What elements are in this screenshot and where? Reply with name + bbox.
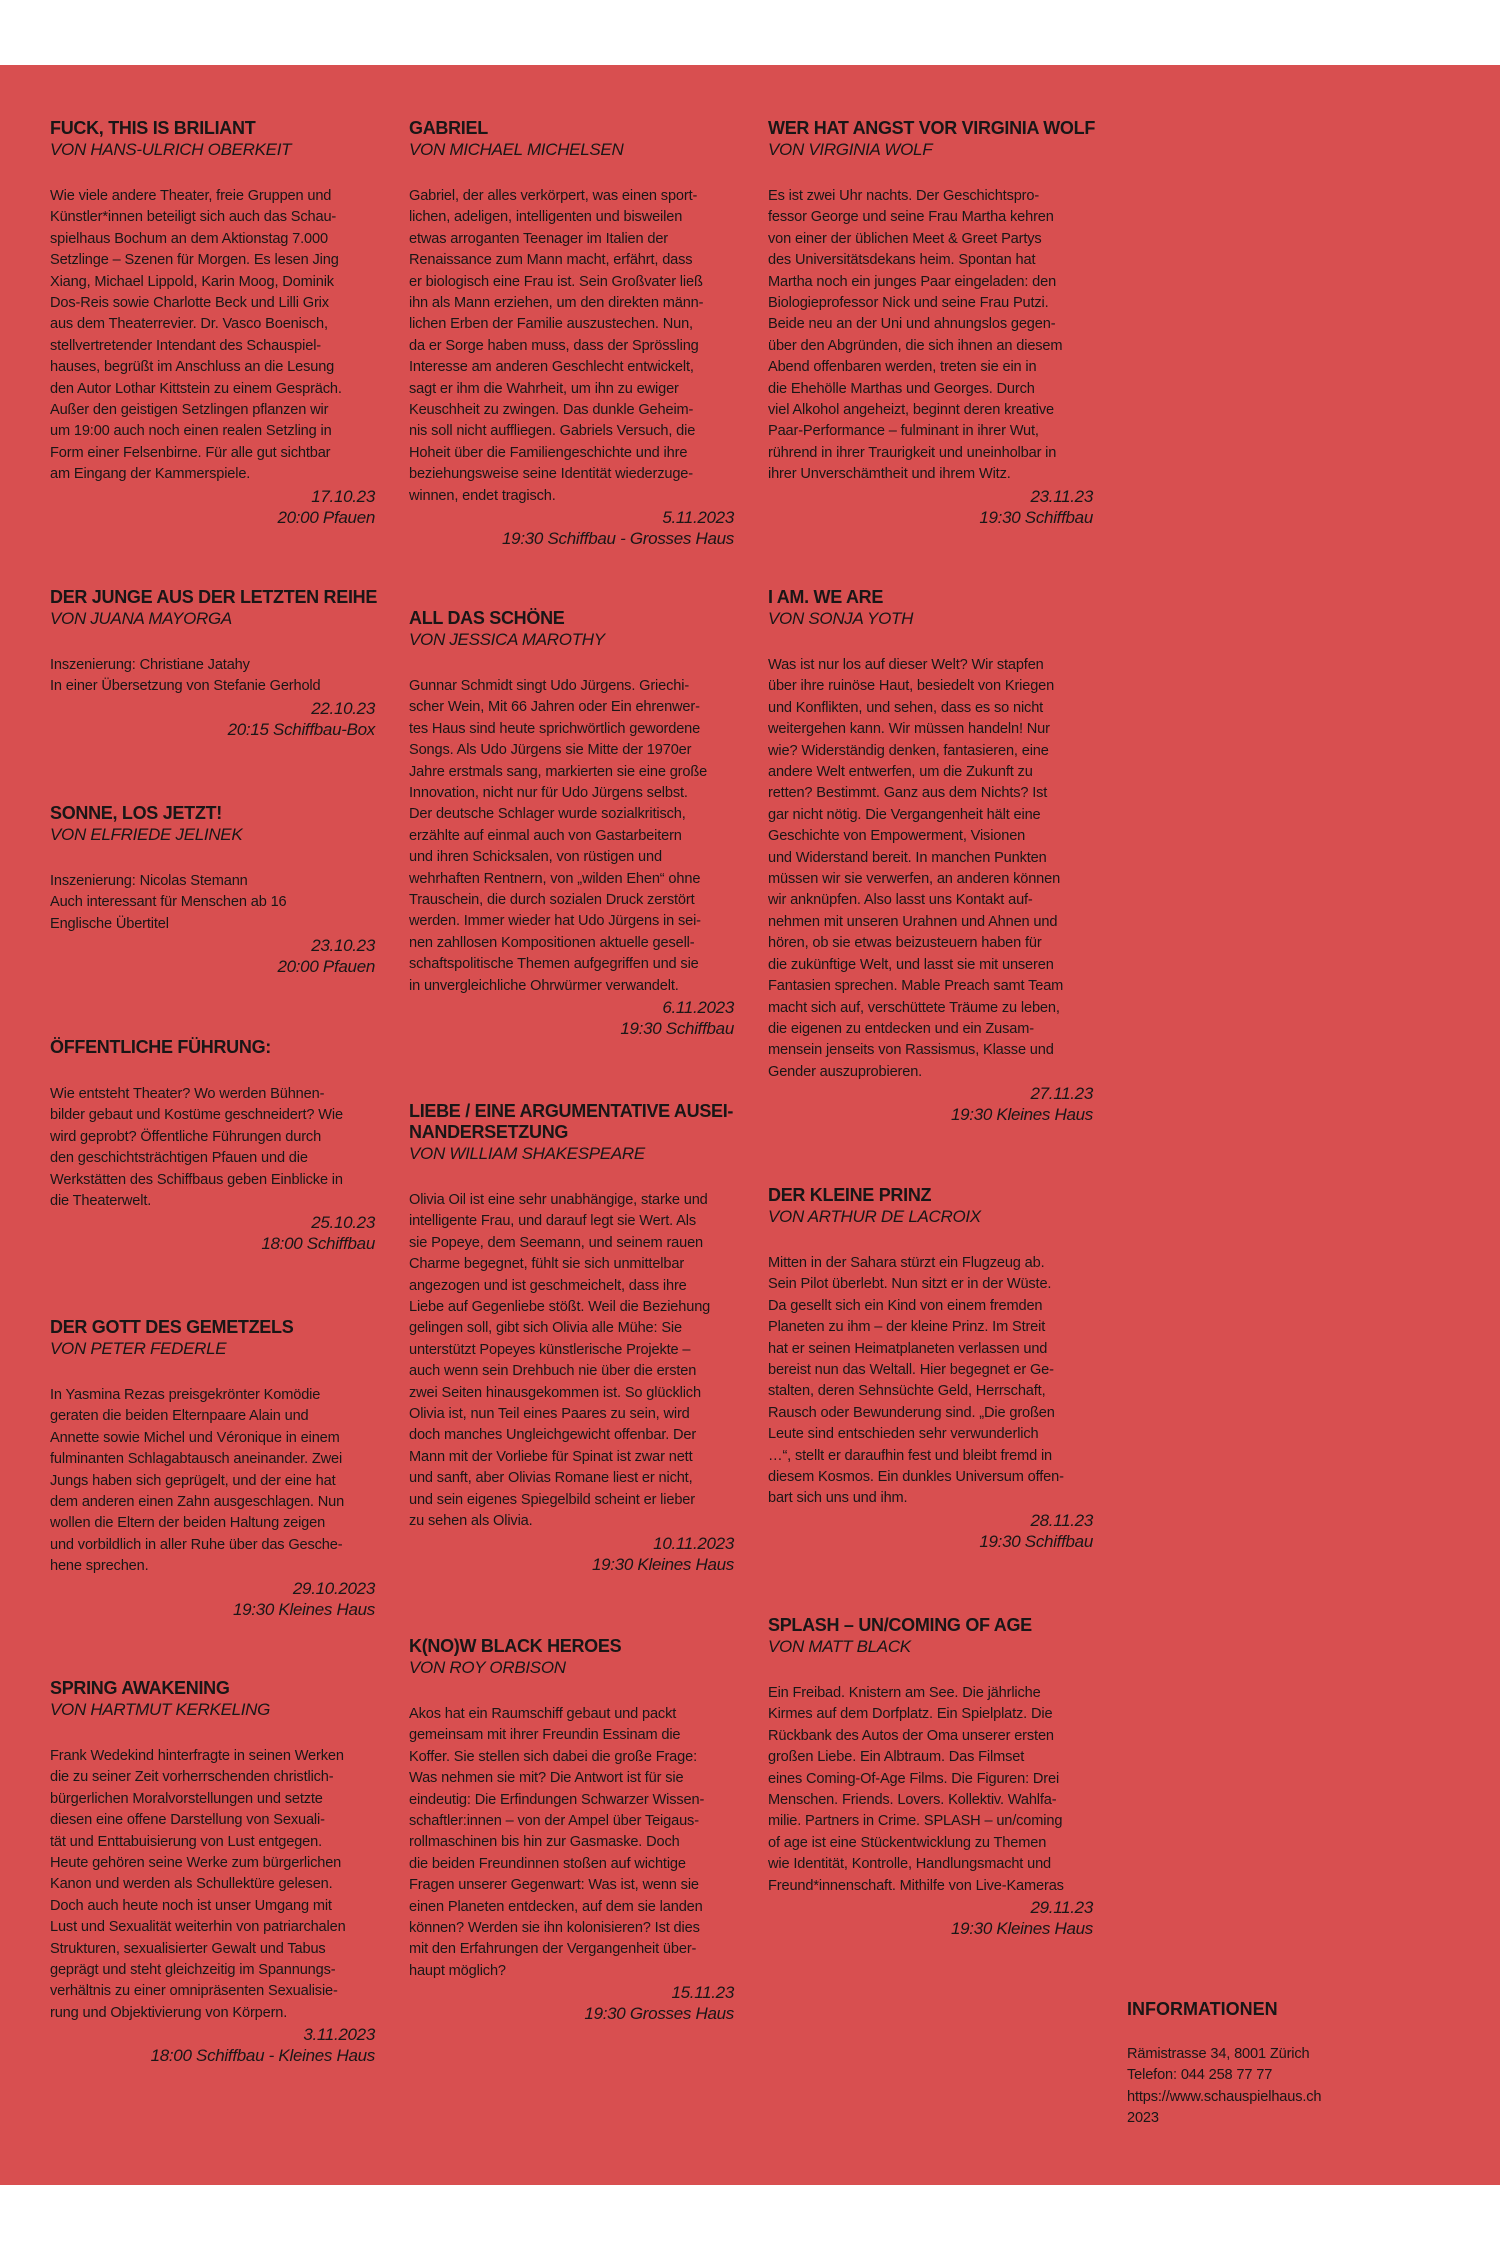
event-card: [768, 1615, 1103, 1939]
event-description: Wie viele andere Theater, freie Gruppen und Künstler*innen beteiligt sich auch das Schau- spielhaus Bochum an dem Aktionstag 7.000 Setzlinge – Szenen für Morgen. Es lesen Jing Xiang, Michael Lippold, Karin Moog, Dominik Dos-Reis sowie Charlotte Beck und Lilli Grix aus dem Theaterrevier. Dr. Vasco Boenisch, stellvertretender Intendant des Schauspiel- hauses, begrüßt im Anschluss an die Lesung den Autor Lothar Kittstein zu einem Gespräch. Außer den geistigen Setzlingen pflanzen wir um 19:00 auch noch einen realen Setzling in Form einer Felsenbirne. Für alle gut sichtbar am Eingang der Kammerspiele.: [50, 188, 342, 483]
event-time-venue: 20:00 Pfauen: [277, 957, 375, 977]
event-author: VON HANS-ULRICH OBERKEIT: [50, 140, 292, 159]
event-title: DER KLEINE PRINZ: [768, 1185, 932, 1205]
event-description: Olivia Oil ist eine sehr unabhängige, starke und intelligente Frau, und darauf legt sie Wert. Als sie Popeye, dem Seemann, und seinem rauen Charme begegnet, fühlt sie sich unmittelbar angezogen und ist geschmeichelt, dass ihre Liebe auf Gegenliebe stößt. Weil die Beziehung gelingen soll, gibt sich Olivia alle Mühe: Sie unterstützt Popeyes künstlerische Projekte – auch wenn sein Drehbuch nie über die ersten zwei Seiten hinausgekommen ist. So glücklich Olivia ist, nun Teil eines Paares zu sein, wird doch manches Ungleichgewicht offenbar. Der Mann mit der Vorliebe für Spinat ist zwar nett und sanft, aber Olivias Romane liest er nicht, und sein eigenes Spiegelbild scheint er lieber zu sehen als Olivia.: [409, 1192, 711, 1530]
event-description: Gabriel, der alles verkörpert, was einen sport- lichen, adeligen, intelligenten und bisweilen etwas arroganten Teenager im Italien der Renaissance zum Mann macht, erfährt, dass er biologisch eine Frau ist. Sein Großvater ließ ihn als Mann erziehen, um den direkten männ- lichen Erben der Familie auszustechen. Nun, da er Sorge haben muss, dass der Sprössling Interesse am anderen Geschlecht entwickelt, sagt er ihm die Wahrheit, um ihn zu ewiger Keuschheit zu zwingen. Das dunkle Geheim- nis soll nicht auffliegen. Gabriels Versuch, die Hoheit über die Familiengeschichte und ihre beziehungsweise seine Identität wiederzuge- winnen, endet tragisch.: [409, 188, 704, 504]
event-card: [50, 1037, 385, 1254]
event-date: 29.10.2023: [292, 1578, 375, 1598]
event-description: In Yasmina Rezas preisgekrönter Komödie geraten die beiden Elternpaare Alain und Annette sowie Michel und Véronique in einem fulminanten Schlagabtausch aneinander. Zwei Jungs haben sich geprügelt, und der eine hat dem anderen einen Zahn ausgeschlagen. Nun wollen die Eltern der beiden Haltung zeigen und vorbildlich in aller Ruhe über das Gesche- hene sprechen.: [50, 1387, 345, 1575]
info-year: 2023: [1127, 2110, 1159, 2127]
event-date: 29.11.23: [1030, 1898, 1093, 1918]
info-phone[interactable]: Telefon: 044 258 77 77: [1127, 2067, 1273, 2084]
event-title: I AM. WE ARE: [768, 587, 884, 607]
event-title: K(NO)W BLACK HEROES: [409, 1636, 622, 1656]
event-card: [50, 1678, 385, 2066]
event-time-venue: 19:30 Kleines Haus: [950, 1105, 1093, 1125]
event-title: DER GOTT DES GEMETZELS: [50, 1317, 294, 1337]
event-date: 3.11.2023: [303, 2025, 375, 2045]
event-card: [409, 1101, 744, 1575]
event-author: VON MICHAEL MICHELSEN: [409, 140, 624, 159]
event-author: VON ELFRIEDE JELINEK: [50, 825, 243, 844]
event-time-venue: 20:15 Schiffbau-Box: [227, 719, 375, 739]
event-description: Akos hat ein Raumschiff gebaut und packt gemeinsam mit ihrer Freundin Essinam die Koffer. Sie stellen sich dabei die große Frage: Was nehmen sie mit? Die Antwort ist für sie eindeutig: Die Erfindungen Schwarzer Wissen- schaftler:innen – von der Ampel über Teigaus- rollmaschinen bis hin zur Gasmaske. Doch die beiden Freundinnen stoßen auf wichtige Fragen unserer Gegenwart: Was ist, wenn sie einen Planeten entdecken, auf dem sie landen können? Werden sie ihn kolonisieren? Ist dies mit den Erfahrungen der Vergangenheit über- haupt möglich?: [409, 1706, 705, 1979]
event-author: VON MATT BLACK: [768, 1637, 911, 1656]
event-title: SPRING AWAKENING: [50, 1678, 230, 1698]
event-description: Ein Freibad. Knistern am See. Die jährliche Kirmes auf dem Dorfplatz. Ein Spielplatz. Die Rückbank des Autos der Oma unserer ersten großen Liebe. Ein Albtraum. Das Filmset eines Coming-Of-Age Films. Die Figuren: Drei Menschen. Friends. Lovers. Kollektiv. Wahlfa- milie. Partners in Crime. SPLASH – un/coming of age ist eine Stückentwicklung zu Themen wie Identität, Kontrolle, Handlungsmacht und Freund*innenschaft. Mithilfe von Live-Kameras: [768, 1685, 1064, 1894]
event-card: [50, 803, 385, 977]
info-address: Rämistrasse 34, 8001 Zürich: [1127, 2046, 1310, 2062]
event-description: Inszenierung: Christiane Jatahy In einer Übersetzung von Stefanie Gerhold: [50, 657, 321, 695]
event-date: 23.10.23: [311, 936, 375, 956]
program-poster: [0, 65, 1500, 2185]
event-time-venue: 19:30 Schiffbau - Grosses Haus: [502, 529, 734, 549]
event-date: 15.11.23: [671, 1983, 734, 2003]
event-description: Gunnar Schmidt singt Udo Jürgens. Griechi- scher Wein, Mit 66 Jahren oder Ein ehrenwer- tes Haus sind heute sprichwörtlich gewordene Songs. Als Udo Jürgens sie Mitte der 1970er Jahre erstmals sang, markierten sie eine große Innovation, nicht nur für Udo Jürgens selbst. Der deutsche Schlager wurde sozialkritisch, erzählte auf einmal auch von Gastarbeitern und ihren Schicksalen, von rüstigen und wehrhaften Rentnern, von „wilden Ehen“ ohne Trauschein, die durch sozialen Druck zerstört werden. Immer wieder hat Udo Jürgens in sei- nen zahllosen Kompositionen aktuelle gesell- schaftspolitische Themen aufgegriffen und sie in unvergleichliche Ohrwürmer verwandelt.: [409, 678, 708, 994]
event-time-venue: 19:30 Schiffbau: [620, 1019, 734, 1039]
event-description: Wie entsteht Theater? Wo werden Bühnen- bilder gebaut und Kostüme geschneidert? Wie wird geprobt? Öffentliche Führungen durch den geschichtsträchtigen Pfauen und die Werkstätten des Schiffbaus geben Einblicke in die Theaterwelt.: [50, 1086, 343, 1210]
event-time-venue: 19:30 Kleines Haus: [950, 1919, 1093, 1939]
event-title: ÖFFENTLICHE FÜHRUNG:: [50, 1037, 271, 1057]
event-card: [50, 118, 385, 528]
event-author: VON JUANA MAYORGA: [50, 609, 232, 628]
event-time-venue: 19:30 Schiffbau: [979, 1531, 1093, 1551]
event-description: Frank Wedekind hinterfragte in seinen Werken die zu seiner Zeit vorherrschenden christlich- bürgerlichen Moralvorstellungen und setzte diesen eine offene Darstellung von Sexuali- tät und Enttabuisierung von Lust entgegen. Heute gehören seine Werke zum bürgerlichen Kanon und werden als Schullektüre gelesen. Doch auch heute noch ist unser Umgang mit Lust und Sexualität weiterhin von patriarchalen Strukturen, sexualisierter Gewalt und Tabus geprägt und steht gleichzeitig im Spannungs- verhältnis zu einer omnipräsenten Sexualisie- rung und Objektivierung von Körpern.: [50, 1748, 346, 2021]
event-author: VON JESSICA MAROTHY: [409, 630, 605, 649]
event-title: SPLASH – UN/COMING OF AGE: [768, 1615, 1032, 1635]
event-card: [768, 1185, 1103, 1552]
event-time-venue: 19:30 Kleines Haus: [591, 1554, 734, 1574]
event-date: 5.11.2023: [662, 508, 734, 528]
event-card: [409, 1636, 744, 2024]
event-time-venue: 19:30 Grosses Haus: [584, 2004, 734, 2024]
event-date: 17.10.23: [311, 486, 375, 506]
event-title: GABRIEL: [409, 118, 488, 138]
event-title: WER HAT ANGST VOR VIRGINIA WOLF: [768, 118, 1096, 138]
event-title: DER JUNGE AUS DER LETZTEN REIHE: [50, 587, 378, 607]
event-card: [768, 118, 1103, 528]
event-title: LIEBE / EINE ARGUMENTATIVE AUSEI- NANDERSETZUNG: [409, 1101, 734, 1142]
event-author: VON ROY ORBISON: [409, 1658, 566, 1677]
event-time-venue: 20:00 Pfauen: [277, 507, 375, 527]
event-author: VON VIRGINIA WOLF: [768, 140, 933, 159]
event-card: [768, 587, 1103, 1125]
info-website-link[interactable]: https://www.schauspielhaus.ch: [1127, 2088, 1322, 2105]
event-card: [50, 1317, 385, 1620]
event-date: 25.10.23: [311, 1213, 375, 1233]
event-time-venue: 19:30 Schiffbau: [979, 507, 1093, 527]
event-card: [409, 608, 744, 1039]
event-date: 27.11.23: [1030, 1084, 1093, 1104]
event-author: VON ARTHUR DE LACROIX: [768, 1207, 981, 1226]
event-description: Es ist zwei Uhr nachts. Der Geschichtspro- fessor George und seine Frau Martha kehren von einer der üblichen Meet & Greet Partys des Universitätsdekans heim. Spontan hat Martha noch ein junges Paar eingeladen: den Biologieprofessor Nick und seine Frau Putzi. Beide neu an der Uni und ahnungslos gegen- über den Abgründen, die sich ihnen an diesem Abend offenbaren werden, treten sie ein in die Ehehölle Marthas und Georges. Durch viel Alkohol angeheizt, beginnt deren kreative Paar-Performance – fulminant in ihrer Wut, rührend in ihrer Traurigkeit und uneinholbar in ihrer Unverschämtheit und ihrem Witz.: [768, 188, 1063, 483]
event-description: Mitten in der Sahara stürzt ein Flugzeug ab. Sein Pilot überlebt. Nun sitzt er in der Wüste. Da gesellt sich ein Kind von einem fremden Planeten zu ihm – der kleine Prinz. Im Streit hat er seinen Heimatplaneten verlassen und bereist nun das Weltall. Hier begegnet er Ge- stalten, deren Sehnsüchte Geld, Herrschaft, Rausch oder Bewunderung sind. „Die großen Leute sind entschieden sehr verwunderlich …“, stellt er daraufhin fest und bleibt fremd in diesem Kosmos. Ein dunkles Universum offen- bart sich uns und ihm.: [768, 1255, 1064, 1507]
event-author: VON PETER FEDERLE: [50, 1339, 227, 1358]
event-card: [50, 587, 385, 740]
event-card: [409, 118, 744, 549]
event-author: VON SONJA YOTH: [768, 609, 914, 628]
event-title: SONNE, LOS JETZT!: [50, 803, 222, 823]
info-title: INFORMATIONEN: [1127, 1999, 1278, 2019]
event-date: 22.10.23: [311, 698, 375, 718]
event-time-venue: 19:30 Kleines Haus: [232, 1599, 375, 1619]
event-date: 10.11.2023: [653, 1533, 734, 1553]
event-date: 23.11.23: [1030, 486, 1093, 506]
event-description: Inszenierung: Nicolas Stemann Auch interessant für Menschen ab 16 Englische Übertitel: [50, 873, 287, 932]
info-block: [1127, 1999, 1457, 2130]
event-date: 6.11.2023: [662, 998, 734, 1018]
event-time-venue: 18:00 Schiffbau: [261, 1234, 375, 1254]
event-time-venue: 18:00 Schiffbau - Kleines Haus: [150, 2046, 375, 2066]
event-date: 28.11.23: [1030, 1510, 1093, 1530]
event-title: FUCK, THIS IS BRILIANT: [50, 118, 256, 138]
event-description: Was ist nur los auf dieser Welt? Wir stapfen über ihre ruinöse Haut, besiedelt von Kriegen und Konflikten, und sehen, dass es so nicht weitergehen kann. Wir müssen handeln! Nur wie? Widerständig denken, fantasieren, eine andere Welt entwerfen, um die Zukunft zu retten? Bestimmt. Ganz aus dem Nichts? Ist gar nicht nötig. Die Vergangenheit hält eine Geschichte von Empowerment, Visionen und Widerstand bereit. In manchen Punkten müssen wir sie verwerfen, an anderen können wir anknüpfen. Also lasst uns Kontakt auf- nehmen mit unseren Urahnen und Ahnen und hören, ob sie etwas beizusteuern haben für die zukünftige Welt, und lasst sie mit unseren Fantasien sprechen. Mable Preach samt Team macht sich auf, verschüttete Träume zu leben, die eigenen zu entdecken und ein Zusam- mensein jenseits von Rassismus, Klasse und Gender auszuprobieren.: [768, 657, 1064, 1080]
event-author: VON WILLIAM SHAKESPEARE: [409, 1144, 645, 1163]
event-title: ALL DAS SCHÖNE: [409, 608, 565, 628]
event-author: VON HARTMUT KERKELING: [50, 1700, 271, 1719]
